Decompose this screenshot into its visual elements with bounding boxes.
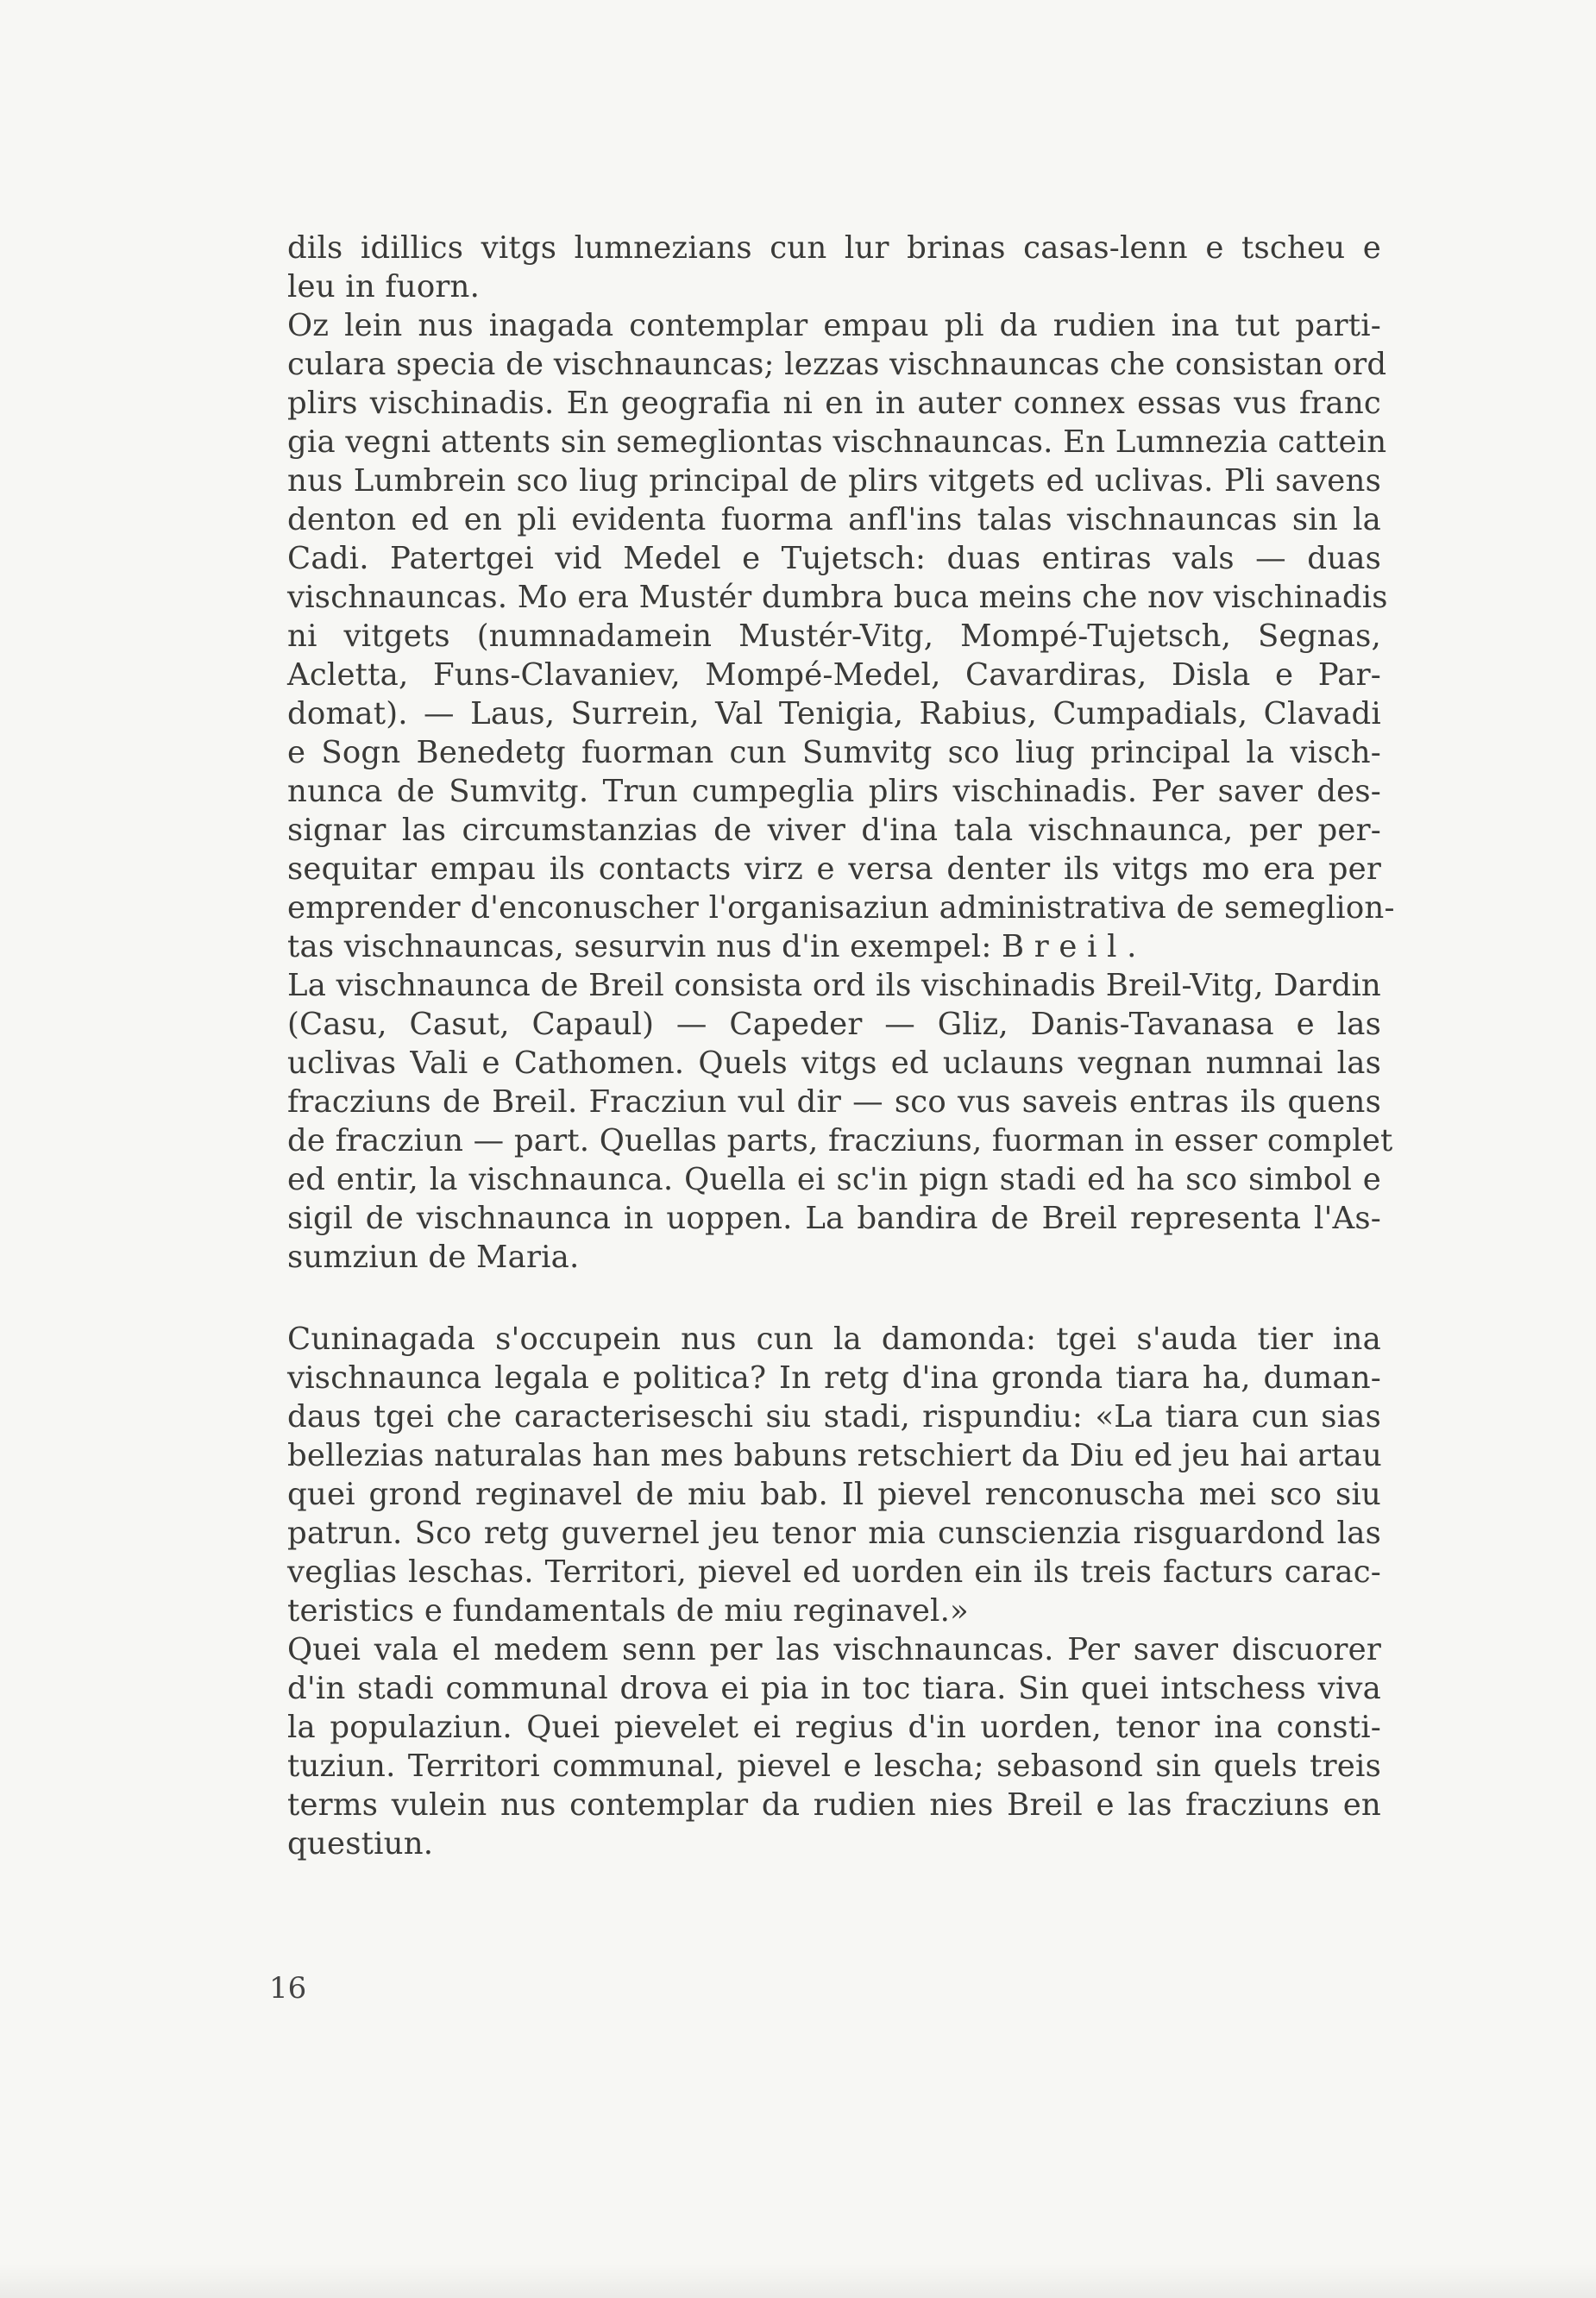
- text-line: signar las circumstanzias de viver d'ina tala vischnaunca, per per-: [287, 813, 1381, 848]
- text-line: d'in stadi communal drova ei pia in toc tiara. Sin quei intschess viva: [287, 1671, 1381, 1706]
- text-line: de fracziun — part. Quellas parts, fracziuns, fuorman in esser complet: [287, 1123, 1393, 1158]
- text-line: sequitar empau ils contacts virz e versa denter ils vitgs mo era per: [287, 851, 1381, 887]
- text-line: La vischnaunca de Breil consista ord ils vischinadis Breil-Vitg, Dardin: [287, 968, 1381, 1003]
- text-line: vischnaunca legala e politica? In retg d'ina gronda tiara ha, duman-: [287, 1360, 1381, 1396]
- paragraph-1: [287, 229, 1395, 1277]
- text-line: culara specia de vischnauncas; lezzas vischnauncas che consistan ord: [287, 347, 1387, 382]
- text-line: leu in fuorn.: [287, 269, 481, 305]
- page-number: 16: [269, 1971, 307, 2006]
- text-line: patrun. Sco retg guvernel jeu tenor mia cunscienzia risguardond las: [287, 1516, 1381, 1551]
- text-line: tas vischnauncas, sesurvin nus d'in exempel: B r e i l .: [287, 929, 1137, 964]
- text-line: sumziun de Maria.: [287, 1240, 580, 1275]
- text-line: plirs vischinadis. En geografia ni en in auter connex essas vus franc: [287, 386, 1381, 421]
- text-line: Oz lein nus inagada contemplar empau pli da rudien ina tut parti-: [287, 308, 1381, 343]
- page-edge-shadow: [0, 2263, 1596, 2298]
- text-line: uclivas Vali e Cathomen. Quels vitgs ed uclauns vegnan numnai las: [287, 1045, 1381, 1081]
- text-line: tuziun. Territori communal, pievel e lescha; sebasond sin quels treis: [287, 1749, 1381, 1784]
- text-line: sigil de vischnaunca in uoppen. La bandira de Breil representa l'As-: [287, 1201, 1381, 1236]
- text-line: veglias leschas. Territori, pievel ed uorden ein ils treis facturs carac-: [287, 1554, 1381, 1590]
- text-line: domat). — Laus, Surrein, Val Tenigia, Rabius, Cumpadials, Clavadi: [287, 696, 1381, 731]
- text-line: questiun.: [287, 1826, 434, 1862]
- text-line: daus tgei che caracteriseschi siu stadi, rispundiu: «La tiara cun sias: [287, 1399, 1381, 1435]
- text-line: e Sogn Benedetg fuorman cun Sumvitg sco liug principal la visch-: [287, 735, 1381, 770]
- text-line: dils idillics vitgs lumnezians cun lur brinas casas-lenn e tscheu e: [287, 230, 1381, 266]
- text-line: terms vulein nus contemplar da rudien nies Breil e las fracziuns en: [287, 1787, 1381, 1823]
- text-line: gia vegni attents sin semegliontas vischnauncas. En Lumnezia cattein: [287, 424, 1387, 460]
- text-line: ni vitgets (numnadamein Mustér-Vitg, Mompé-Tujetsch, Segnas,: [287, 618, 1381, 654]
- text-line: Cadi. Patertgei vid Medel e Tujetsch: duas entiras vals — duas: [287, 541, 1381, 576]
- text-line: Acletta, Funs-Clavaniev, Mompé-Medel, Cavardiras, Disla e Par-: [287, 657, 1381, 693]
- text-line: fracziuns de Breil. Fracziun vul dir — sco vus saveis entras ils quens: [287, 1084, 1381, 1120]
- text-line: nus Lumbrein sco liug principal de plirs vitgets ed uclivas. Pli savens: [287, 463, 1381, 499]
- text-line: emprender d'enconuscher l'organisaziun administrativa de semeglion-: [287, 890, 1395, 926]
- text-line: denton ed en pli evidenta fuorma anfl'ins talas vischnauncas sin la: [287, 502, 1381, 537]
- text-line: ed entir, la vischnaunca. Quella ei sc'in pign stadi ed ha sco simbol e: [287, 1162, 1381, 1197]
- text-line: la populaziun. Quei pievelet ei regius d'in uorden, tenor ina consti-: [287, 1710, 1381, 1745]
- text-line: quei grond reginavel de miu bab. Il pievel renconuscha mei sco siu: [287, 1477, 1381, 1512]
- paragraph-2: [287, 1320, 1381, 1863]
- text-line: Cuninagada s'occupein nus cun la damonda: tgei s'auda tier ina: [287, 1322, 1381, 1357]
- text-line: bellezias naturalas han mes babuns retschiert da Diu ed jeu hai artau: [287, 1438, 1382, 1473]
- text-line: vischnauncas. Mo era Mustér dumbra buca meins che nov vischinadis: [287, 580, 1388, 615]
- text-line: Quei vala el medem senn per las vischnauncas. Per saver discuorer: [287, 1632, 1381, 1667]
- text-line: (Casu, Casut, Capaul) — Capeder — Gliz, Danis-Tavanasa e las: [287, 1007, 1381, 1042]
- text-line: nunca de Sumvitg. Trun cumpeglia plirs vischinadis. Per saver des-: [287, 774, 1381, 809]
- text-line: teristics e fundamentals de miu reginavel.»: [287, 1593, 969, 1629]
